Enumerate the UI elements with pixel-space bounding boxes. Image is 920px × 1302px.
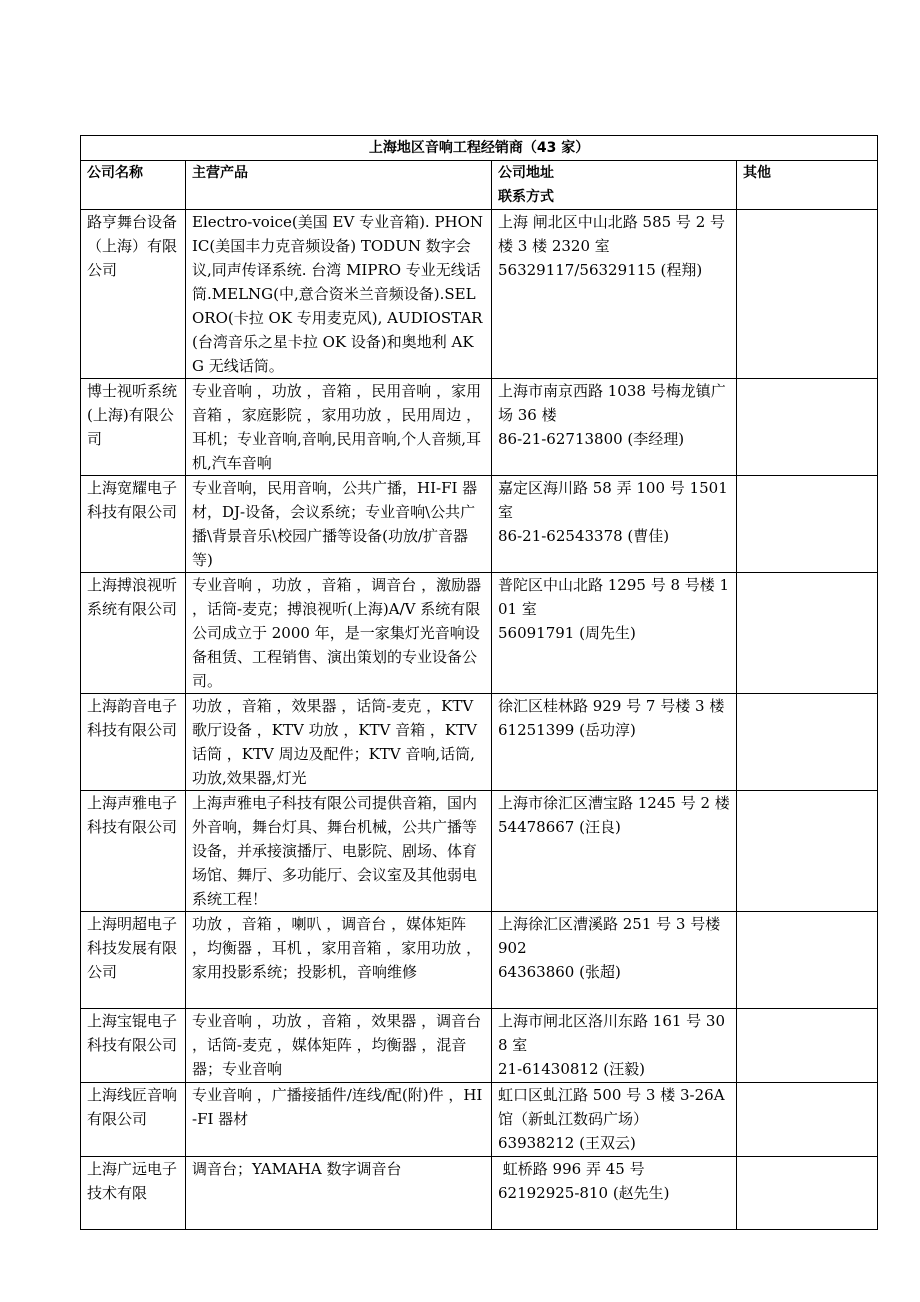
table-row [81, 476, 878, 573]
table-row [81, 694, 878, 791]
dealer-table [80, 135, 878, 1230]
company-name: 上海声雅电子科技有限公司 [81, 791, 186, 912]
other-info [737, 1083, 878, 1157]
main-products: 上海声雅电子科技有限公司提供音箱，国内外音响，舞台灯具、舞台机械，公共广播等设备，并承接演播厅、电影院、剧场、体育场馆、舞厅、多功能厅、会议室及其他弱电系统工程！ [186, 791, 492, 912]
address-contact [492, 694, 737, 791]
other-info [737, 476, 878, 573]
main-products: 专业音响 ，广播接插件/连线/配(附)件 ，HI-FI 器材 [186, 1083, 492, 1157]
other-info [737, 210, 878, 379]
other-info [737, 791, 878, 912]
company-address: 上海徐汇区漕溪路 251 号 3 号楼 902 [498, 915, 726, 957]
other-info [737, 694, 878, 791]
address-contact [492, 379, 737, 476]
main-products: Electro-voice(美国 EV 专业音箱). PHONIC(美国丰力克音频设备) TODUN 数字会议,同声传译系统. 台湾 MIPRO 专业无线话筒.MELNG(中,意合资米兰音频设备).SELORO(卡拉 OK 专用麦克风), AUDIOSTAR(台湾音乐之星卡拉 OK 设备)和奥地利 AKG 无线话筒。 [186, 210, 492, 379]
company-address: 虹桥路 996 弄 45 号 [498, 1160, 645, 1178]
address-contact [492, 1009, 737, 1083]
table-row [81, 379, 878, 476]
contact-phone: 86-21-62713800 (李经理) [498, 430, 685, 448]
company-address: 上海 闸北区中山北路 585 号 2 号楼 3 楼 2320 室 [498, 213, 726, 255]
contact-phone: 21-61430812 (汪毅) [498, 1060, 645, 1078]
company-name: 路亨舞台设备（上海）有限公司 [81, 210, 186, 379]
header-address: 公司地址 [498, 165, 554, 181]
table-row [81, 210, 878, 379]
company-address: 普陀区中山北路 1295 号 8 号楼 101 室 [498, 576, 730, 618]
main-products: 专业音响 ，功放 ，音箱 ，效果器 ，调音台 ，话筒-麦克 ，媒体矩阵 ，均衡器 ，混音器；专业音响 [186, 1009, 492, 1083]
company-address: 徐汇区桂林路 929 号 7 号楼 3 楼 [498, 697, 725, 715]
address-contact [492, 791, 737, 912]
company-name: 上海广远电子技术有限 [81, 1157, 186, 1230]
table-title: 上海地区音响工程经销商（43 家） [81, 136, 878, 161]
company-name: 上海韵音电子科技有限公司 [81, 694, 186, 791]
contact-phone: 56091791 (周先生) [498, 624, 636, 642]
address-contact [492, 912, 737, 1009]
contact-phone: 62192925-810 (赵先生) [498, 1184, 670, 1202]
main-products: 专业音响，民用音响，公共广播，HI-FI 器材，DJ-设备，会议系统；专业音响\公共广播\背景音乐\校园广播等设备(功放/扩音器等) [186, 476, 492, 573]
contact-phone: 61251399 (岳功淳) [498, 721, 636, 739]
other-info [737, 573, 878, 694]
contact-phone: 86-21-62543378 (曹佳) [498, 527, 670, 545]
table-header-row [81, 161, 878, 210]
contact-phone: 64363860 (张超) [498, 963, 621, 981]
company-name: 上海明超电子科技发展有限公司 [81, 912, 186, 1009]
company-address: 嘉定区海川路 58 弄 100 号 1501 室 [498, 479, 733, 521]
table-row [81, 573, 878, 694]
contact-phone: 54478667 (汪良) [498, 818, 621, 836]
header-contact: 联系方式 [498, 189, 554, 205]
company-address: 虹口区虬江路 500 号 3 楼 3-26A 馆（新虬江数码广场） [498, 1086, 730, 1128]
table-row [81, 1083, 878, 1157]
table-row [81, 1009, 878, 1083]
company-name: 上海宽耀电子科技有限公司 [81, 476, 186, 573]
company-name: 上海搏浪视听系统有限公司 [81, 573, 186, 694]
address-contact [492, 573, 737, 694]
header-company: 公司名称 [81, 161, 186, 210]
other-info [737, 1157, 878, 1230]
company-name: 上海线匠音响有限公司 [81, 1083, 186, 1157]
contact-phone: 56329117/56329115 (程翔) [498, 261, 703, 279]
header-address-contact [492, 161, 737, 210]
company-address: 上海市徐汇区漕宝路 1245 号 2 楼 [498, 794, 730, 812]
main-products: 专业音响 ，功放 ，音箱 ，调音台 ，激励器 ，话筒-麦克；搏浪视听(上海)A/V 系统有限公司成立于 2000 年，是一家集灯光音响设备租赁、工程销售、演出策划的专业设备公司。 [186, 573, 492, 694]
header-other: 其他 [737, 161, 878, 210]
address-contact [492, 1083, 737, 1157]
contact-phone: 63938212 (王双云) [498, 1134, 636, 1152]
other-info [737, 1009, 878, 1083]
company-address: 上海市闸北区洛川东路 161 号 308 室 [498, 1012, 726, 1054]
main-products: 功放 ，音箱 ，喇叭 ，调音台 ，媒体矩阵 ，均衡器 ，耳机 ，家用音箱 ，家用功放 ，家用投影系统；投影机，音响维修 [186, 912, 492, 1009]
address-contact [492, 476, 737, 573]
main-products: 调音台；YAMAHA 数字调音台 [186, 1157, 492, 1230]
table-title-row [81, 136, 878, 161]
address-contact [492, 210, 737, 379]
company-address: 上海市南京西路 1038 号梅龙镇广场 36 楼 [498, 382, 726, 424]
main-products: 专业音响 ，功放 ，音箱 ，民用音响 ，家用音箱 ，家庭影院 ，家用功放 ，民用周边 ，耳机；专业音响,音响,民用音响,个人音频,耳机,汽车音响 [186, 379, 492, 476]
header-products: 主营产品 [186, 161, 492, 210]
table-row [81, 791, 878, 912]
company-name: 上海宝锟电子科技有限公司 [81, 1009, 186, 1083]
table-row [81, 1157, 878, 1230]
other-info [737, 379, 878, 476]
table-row [81, 912, 878, 1009]
address-contact [492, 1157, 737, 1230]
main-products: 功放 ，音箱 ，效果器 ，话筒-麦克 ，KTV 歌厅设备 ，KTV 功放 ，KTV 音箱 ，KTV 话筒 ，KTV 周边及配件；KTV 音响,话筒,功放,效果器,灯光 [186, 694, 492, 791]
company-name: 博士视听系统(上海)有限公司 [81, 379, 186, 476]
other-info [737, 912, 878, 1009]
